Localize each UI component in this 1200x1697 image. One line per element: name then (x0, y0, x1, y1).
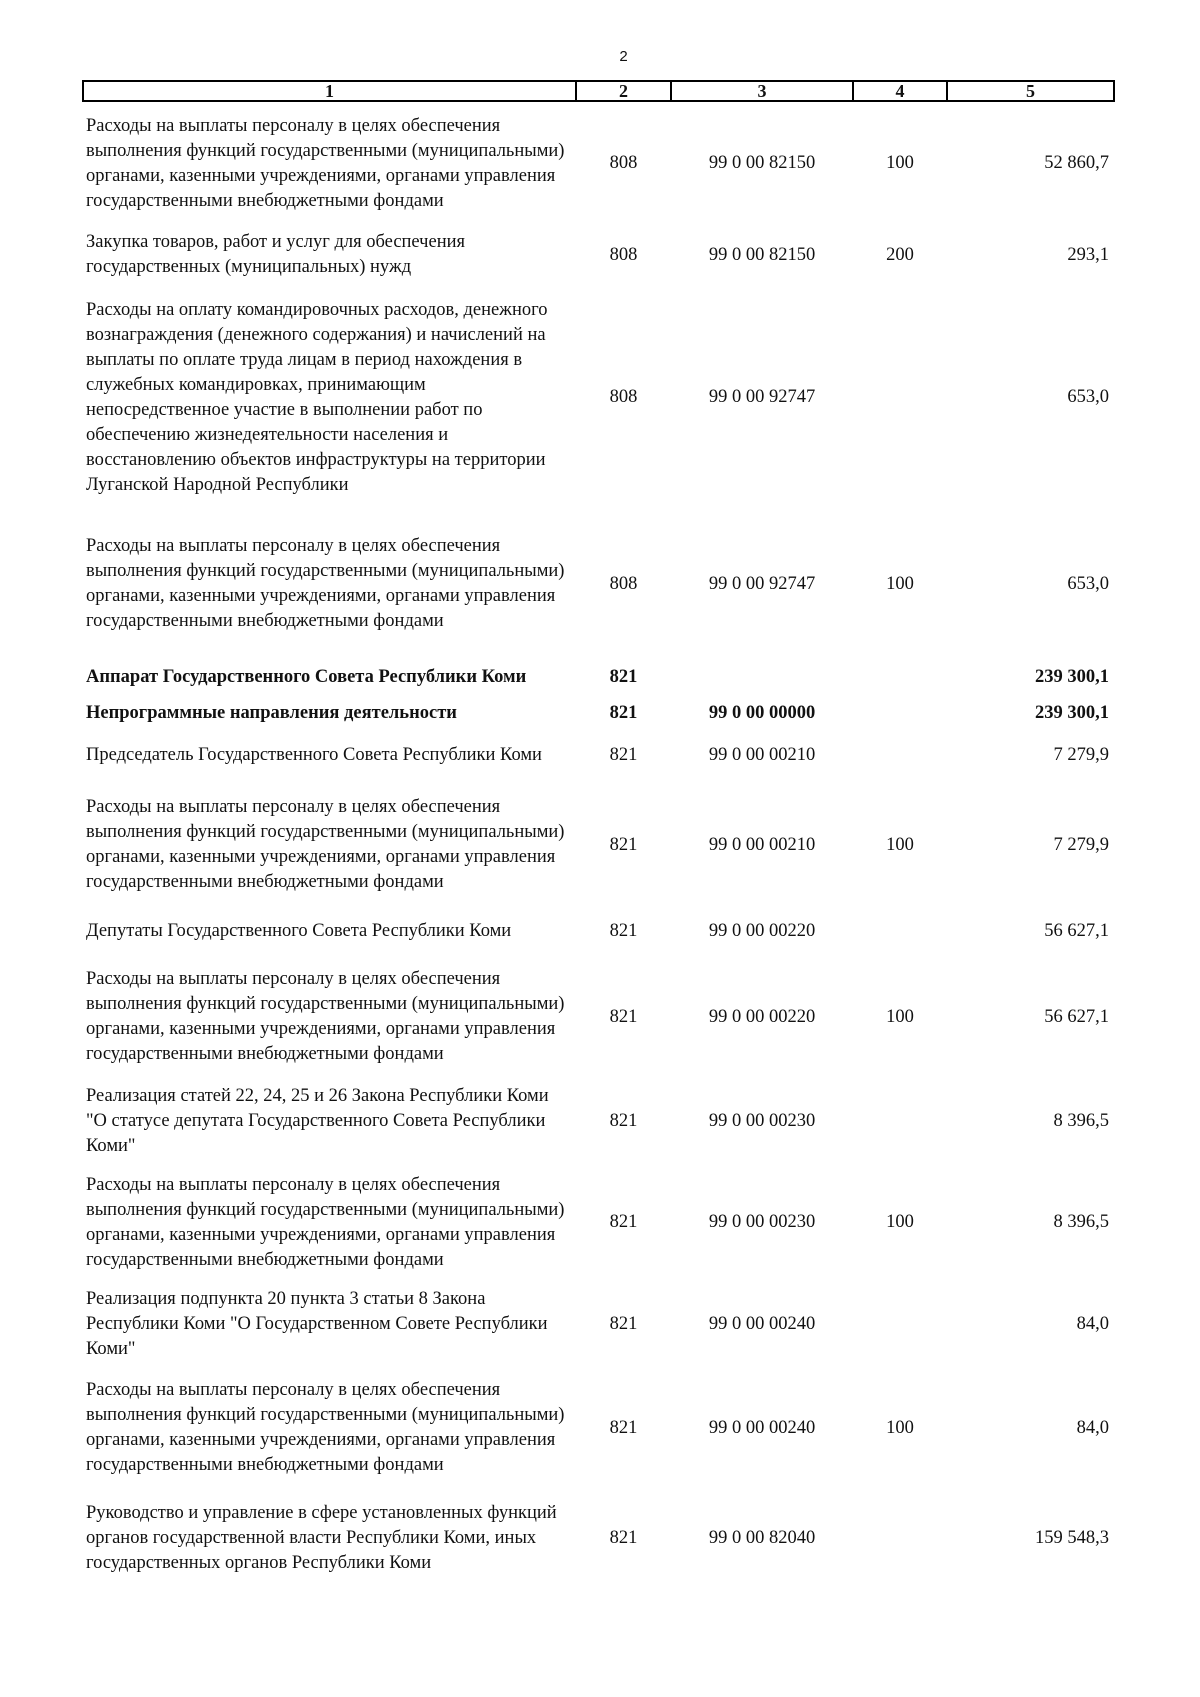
row-name: Расходы на оплату командировочных расходов, денежного вознаграждения (денежного содержания) и начислений на выплаты по оплате труда лицам в период нахождения в служебных командировках, принимающим непосредственное участие в выполнении работ по обеспечению жизнедеятельности населения и восстановлению объектов инфраструктуры на территории Луганской Народной Республики (86, 299, 548, 495)
row-target: 99 0 00 82150 (708, 153, 816, 173)
table-row (83, 780, 1114, 910)
table-row (83, 1285, 1114, 1363)
row-target: 99 0 00 82040 (708, 1527, 816, 1548)
row-type (853, 730, 947, 780)
row-amount: 159 548,3 (1035, 1527, 1109, 1548)
row-amount: 8 396,5 (1053, 1110, 1109, 1131)
row-name: Расходы на выплаты персоналу в целях обеспечения выполнения функций государственными (муниципальными) органами, казенными учреждениями, органами управления государственными внебюджетными фондами (86, 115, 565, 211)
row-type: 100 (886, 153, 914, 173)
row-ministry: 821 (609, 920, 638, 941)
header-col-1: 1 (83, 81, 576, 101)
row-name: Закупка товаров, работ и услуг для обеспечения государственных (муниципальных) нужд (86, 232, 466, 277)
row-ministry: 821 (609, 1527, 638, 1548)
row-ministry: 808 (609, 153, 638, 173)
table-row (83, 101, 1114, 225)
row-amount: 7 279,9 (1053, 834, 1109, 855)
row-type (853, 697, 947, 730)
row-target: 99 0 00 00210 (708, 744, 816, 765)
row-amount: 7 279,9 (1053, 744, 1109, 765)
row-ministry: 808 (609, 387, 638, 407)
row-ministry: 821 (609, 1313, 638, 1334)
row-ministry: 808 (609, 244, 638, 265)
table-row (83, 910, 1114, 952)
table-row (83, 658, 1114, 697)
row-amount: 653,0 (1067, 387, 1109, 407)
table-body (83, 101, 1114, 1583)
row-type: 100 (886, 1417, 914, 1438)
table-row (83, 1493, 1114, 1583)
row-ministry: 821 (609, 1417, 638, 1438)
row-type: 100 (886, 834, 914, 855)
header-col-4: 4 (853, 81, 947, 101)
row-name: Реализация статей 22, 24, 25 и 26 Закона Республики Коми "О статусе депутата Государственного Совета Республики Коми" (86, 1085, 549, 1156)
row-name: Аппарат Государственного Совета Республики Коми (86, 667, 527, 687)
row-name: Расходы на выплаты персоналу в целях обеспечения выполнения функций государственными (муниципальными) органами, казенными учреждениями, органами управления государственными внебюджетными фондами (86, 1174, 565, 1270)
row-ministry: 821 (609, 1212, 638, 1232)
table-row (83, 1363, 1114, 1493)
row-amount: 293,1 (1067, 244, 1109, 265)
row-type (853, 1082, 947, 1160)
table-header (83, 81, 1114, 101)
header-col-2: 2 (576, 81, 671, 101)
table-row (83, 697, 1114, 730)
row-ministry: 821 (609, 1006, 638, 1027)
row-name: Реализация подпункта 20 пункта 3 статьи 8 Закона Республики Коми "О Государственном Совете Республики Коми" (86, 1288, 548, 1359)
row-ministry: 821 (609, 1110, 638, 1131)
row-target: 99 0 00 00220 (708, 920, 816, 941)
header-col-3: 3 (671, 81, 853, 101)
table-row (83, 510, 1114, 658)
row-type (853, 285, 947, 510)
row-type: 100 (886, 1212, 914, 1232)
row-ministry: 821 (609, 703, 638, 723)
row-type: 100 (886, 573, 914, 594)
row-amount: 653,0 (1067, 573, 1109, 594)
table-row (83, 225, 1114, 285)
table-row (83, 730, 1114, 780)
row-target: 99 0 00 00230 (708, 1212, 816, 1232)
row-amount: 84,0 (1076, 1417, 1109, 1438)
row-name: Расходы на выплаты персоналу в целях обеспечения выполнения функций государственными (муниципальными) органами, казенными учреждениями, органами управления государственными внебюджетными фондами (86, 797, 565, 892)
row-ministry: 821 (609, 667, 638, 687)
row-type: 100 (886, 1006, 914, 1027)
table-row (83, 952, 1114, 1082)
row-target: 99 0 00 00210 (708, 834, 816, 855)
row-target: 99 0 00 00240 (708, 1313, 816, 1334)
row-target (671, 658, 853, 697)
table-row (83, 1082, 1114, 1160)
row-ministry: 821 (609, 744, 638, 765)
row-target: 99 0 00 00240 (708, 1417, 816, 1438)
row-type (853, 910, 947, 952)
row-target: 99 0 00 92747 (708, 573, 816, 594)
row-target: 99 0 00 00000 (708, 703, 816, 723)
row-ministry: 808 (609, 573, 638, 594)
row-type (853, 1493, 947, 1583)
row-amount: 239 300,1 (1035, 703, 1109, 723)
row-name: Председатель Государственного Совета Республики Коми (86, 744, 542, 765)
row-type (853, 1285, 947, 1363)
row-target: 99 0 00 00220 (708, 1006, 816, 1027)
row-amount: 52 860,7 (1044, 153, 1109, 173)
row-target: 99 0 00 00230 (708, 1110, 816, 1131)
row-name: Расходы на выплаты персоналу в целях обеспечения выполнения функций государственными (муниципальными) органами, казенными учреждениями, органами управления государственными внебюджетными фондами (86, 969, 565, 1064)
row-name: Расходы на выплаты персоналу в целях обеспечения выполнения функций государственными (муниципальными) органами, казенными учреждениями, органами управления государственными внебюджетными фондами (86, 1380, 565, 1475)
row-amount: 8 396,5 (1053, 1212, 1109, 1232)
table-row (83, 1160, 1114, 1285)
budget-table (82, 80, 1115, 1583)
row-amount: 56 627,1 (1044, 920, 1109, 941)
row-target: 99 0 00 82150 (708, 244, 816, 265)
row-amount: 84,0 (1076, 1313, 1109, 1334)
row-name: Расходы на выплаты персоналу в целях обеспечения выполнения функций государственными (муниципальными) органами, казенными учреждениями, органами управления государственными внебюджетными фондами (86, 536, 565, 631)
row-ministry: 821 (609, 834, 638, 855)
row-amount: 239 300,1 (1035, 667, 1109, 687)
row-name: Депутаты Государственного Совета Республики Коми (86, 920, 512, 941)
row-type: 200 (886, 244, 914, 265)
row-name: Непрограммные направления деятельности (86, 703, 457, 723)
row-amount: 56 627,1 (1044, 1006, 1109, 1027)
row-target: 99 0 00 92747 (708, 387, 816, 407)
table-row (83, 285, 1114, 510)
header-row (83, 81, 1114, 101)
row-type (853, 658, 947, 697)
row-name: Руководство и управление в сфере установленных функций органов государственной власти Республики Коми, иных государственных органов Республики Коми (86, 1502, 557, 1573)
header-col-5: 5 (947, 81, 1114, 101)
page-number: 2 (619, 48, 628, 65)
